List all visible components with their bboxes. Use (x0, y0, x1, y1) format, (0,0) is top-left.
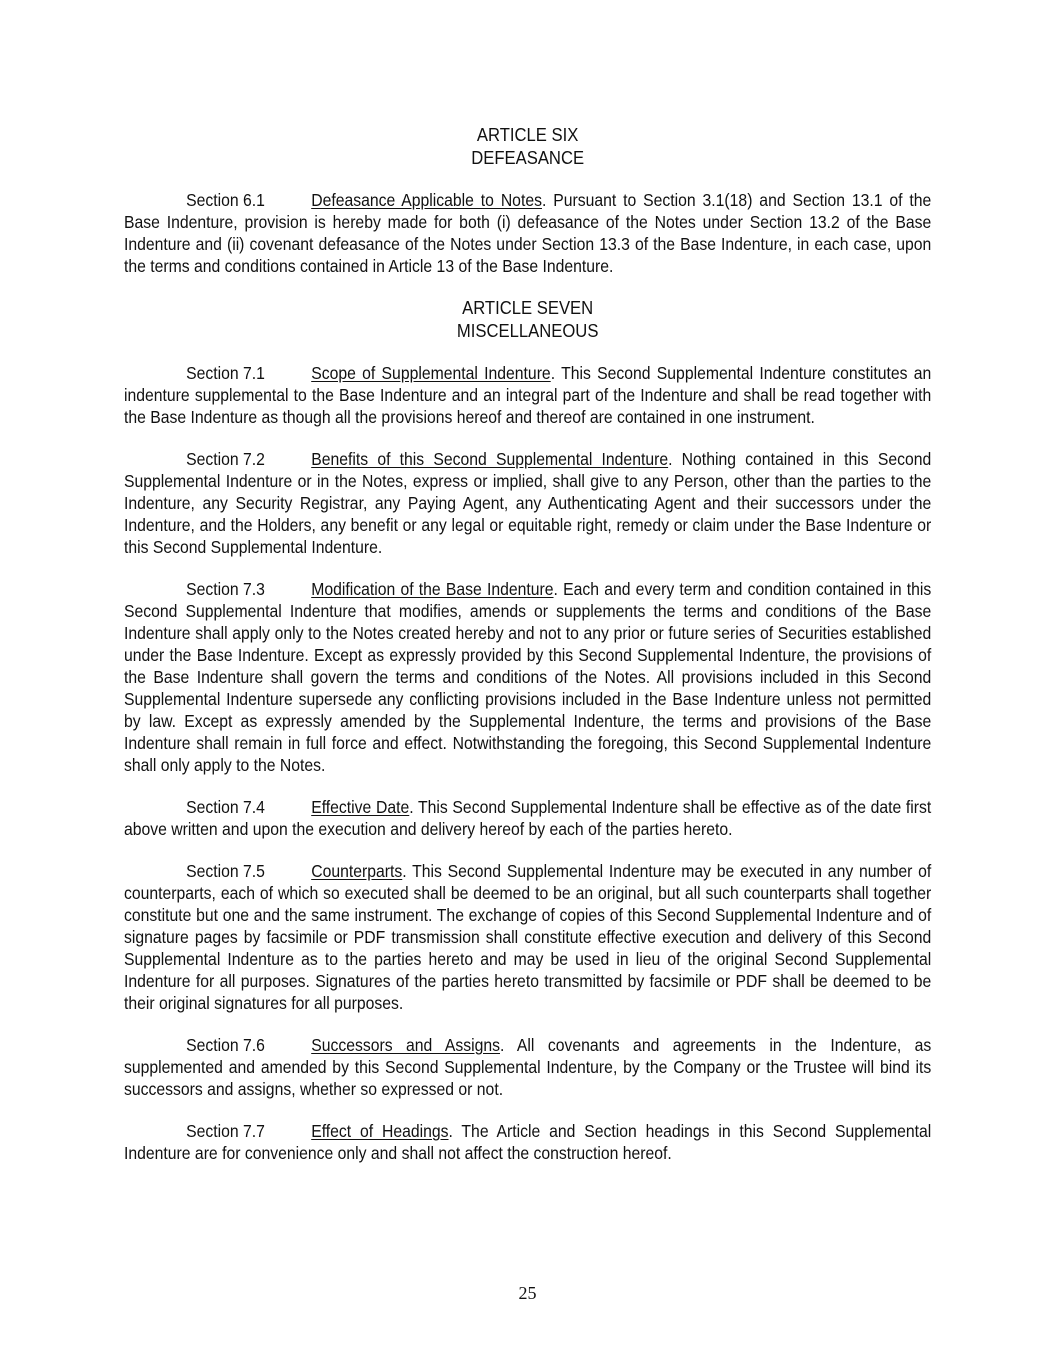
section-heading: Benefits of this Second Supplemental Indenture (311, 449, 669, 469)
page-number: 25 (518, 1283, 537, 1303)
section-text: . Nothing contained in this Second Supplemental Indenture or in the Notes, express or implied, shall give to any Person, other than the parties to the Indenture, any Security Registrar, any Paying Agent, any Authenticating Agent and their successors under the Indenture, and the Holders, any benefit or any legal or equitable right, remedy or claim under the Base Indenture or this Second Supplemental Indenture. (124, 449, 932, 557)
section-heading: Defeasance Applicable to Notes (311, 190, 542, 210)
section-6-1 (124, 189, 931, 277)
section-text: . Each and every term and condition contained in this Second Supplemental Indenture that modifies, amends or supplements the terms and conditions of the Base Indenture shall apply only to the Notes created hereby and not to any prior or future series of Securities established under the Base Indenture. Except as expressly provided by this Second Supplemental Indenture, the provisions of the Base Indenture shall govern the terms and conditions of the Notes. All provisions included in this Second Supplemental Indenture supersede any conflicting provisions included in the Base Indenture unless not permitted by law. Except as expressly amended by the Supplemental Indenture, the terms and provisions of the Base Indenture shall remain in full force and effect. Notwithstanding the foregoing, this Second Supplemental Indenture shall only apply to the Notes. (124, 579, 932, 775)
section-7-2 (124, 448, 931, 558)
section-text: . This Second Supplemental Indenture may be executed in any number of counterparts, each of which so executed shall be deemed to be an original, but all such counterparts shall together constitute but one and the same instrument. The exchange of copies of this Second Supplemental Indenture and of signature pages by facsimile or PDF transmission shall constitute effective execution and delivery of this Second Supplemental Indenture as to the parties hereto and may be used in lieu of the original Second Supplemental Indenture for all purposes. Signatures of the parties hereto transmitted by facsimile or PDF shall be deemed to be their original signatures for all purposes. (124, 861, 932, 1013)
section-heading: Scope of Supplemental Indenture (311, 363, 551, 383)
section-text: . All covenants and agreements in the Indenture, as supplemented and amended by this Second Supplemental Indenture, by the Company or the Trustee will bind its successors and assigns, whether so expressed or not. (124, 1035, 932, 1099)
article-label: ARTICLE SIX (476, 124, 579, 145)
article-title: DEFEASANCE (471, 147, 585, 168)
section-number: Section 7.4 (186, 797, 265, 817)
section-text: . This Second Supplemental Indenture constitutes an indenture supplemental to the Base Indenture and an integral part of the Indenture and shall be read together with the Base Indenture as though all the provisions hereof and thereof are contained in one instrument. (124, 363, 932, 427)
section-number: Section 7.5 (186, 861, 265, 881)
section-number: Section 7.6 (186, 1035, 265, 1055)
section-number: Section 7.7 (186, 1121, 265, 1141)
section-text: . Pursuant to Section 3.1(18) and Section 13.1 of the Base Indenture, provision is hereby made for both (i) defeasance of the Notes under Section 13.2 of the Base Indenture and (ii) covenant defeasance of the Notes under Section 13.3 of the Base Indenture, in each case, upon the terms and conditions contained in Article 13 of the Base Indenture. (124, 190, 932, 276)
section-number: Section 7.3 (186, 579, 265, 599)
section-heading: Counterparts (311, 861, 403, 881)
section-7-1 (124, 362, 931, 428)
section-heading: Successors and Assigns (311, 1035, 501, 1055)
article-label: ARTICLE SEVEN (462, 297, 594, 318)
section-7-7 (124, 1120, 931, 1164)
section-heading: Modification of the Base Indenture (311, 579, 554, 599)
section-text: . The Article and Section headings in this Second Supplemental Indenture are for convenience only and shall not affect the construction hereof. (124, 1121, 932, 1163)
article-title: MISCELLANEOUS (456, 320, 599, 341)
section-7-3 (124, 578, 931, 776)
article-six-heading (124, 123, 931, 169)
section-number: Section 7.1 (186, 363, 265, 383)
section-text: . This Second Supplemental Indenture shall be effective as of the date first above written and upon the execution and delivery hereof by each of the parties hereto. (124, 797, 932, 839)
section-number: Section 7.2 (186, 449, 265, 469)
section-number: Section 6.1 (186, 190, 265, 210)
section-7-5 (124, 860, 931, 1014)
section-heading: Effect of Headings (311, 1121, 449, 1141)
page-content (124, 123, 931, 1164)
article-seven-heading (124, 296, 931, 342)
section-7-6 (124, 1034, 931, 1100)
section-7-4 (124, 796, 931, 840)
section-heading: Effective Date (311, 797, 410, 817)
